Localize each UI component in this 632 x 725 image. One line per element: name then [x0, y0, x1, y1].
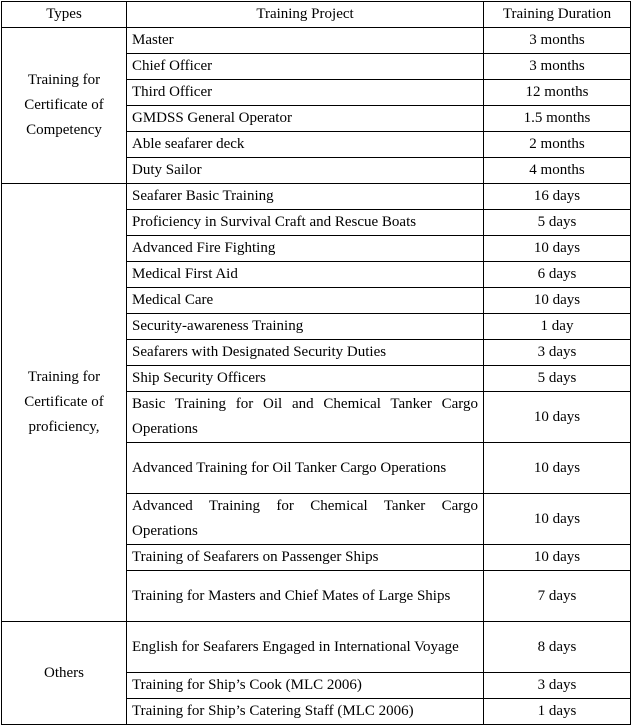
duration-cell: 10 days [484, 392, 631, 443]
header-project: Training Project [127, 2, 484, 28]
duration-cell: 3 months [484, 28, 631, 54]
project-cell: Master [127, 28, 484, 54]
duration-cell: 6 days [484, 262, 631, 288]
header-duration: Training Duration [484, 2, 631, 28]
project-cell: Seafarers with Designated Security Duties [127, 340, 484, 366]
project-cell: Basic Training for Oil and Chemical Tanker Cargo Operations [127, 392, 484, 443]
training-table [1, 1, 631, 725]
duration-cell: 16 days [484, 184, 631, 210]
project-cell: Advanced Training for Chemical Tanker Cargo Operations [127, 494, 484, 545]
duration-cell: 10 days [484, 288, 631, 314]
project-cell: Chief Officer [127, 54, 484, 80]
project-cell: Advanced Training for Oil Tanker Cargo Operations [127, 443, 484, 494]
table-row [2, 184, 631, 210]
project-cell: Security-awareness Training [127, 314, 484, 340]
project-cell: Advanced Fire Fighting [127, 236, 484, 262]
duration-cell: 10 days [484, 443, 631, 494]
project-cell: Proficiency in Survival Craft and Rescue Boats [127, 210, 484, 236]
project-cell: Medical First Aid [127, 262, 484, 288]
duration-cell: 7 days [484, 571, 631, 622]
duration-cell: 10 days [484, 545, 631, 571]
project-cell: Able seafarer deck [127, 132, 484, 158]
duration-cell: 5 days [484, 210, 631, 236]
duration-cell: 3 days [484, 673, 631, 699]
project-cell: Ship Security Officers [127, 366, 484, 392]
project-cell: Training for Ship’s Cook (MLC 2006) [127, 673, 484, 699]
duration-cell: 10 days [484, 494, 631, 545]
duration-cell: 12 months [484, 80, 631, 106]
header-types: Types [2, 2, 127, 28]
project-cell: Training for Ship’s Catering Staff (MLC 2006) [127, 699, 484, 725]
type-cell-competency: Training for Certificate of Competency [2, 28, 127, 184]
duration-cell: 10 days [484, 236, 631, 262]
duration-cell: 1.5 months [484, 106, 631, 132]
duration-cell: 8 days [484, 622, 631, 673]
duration-cell: 3 months [484, 54, 631, 80]
project-cell: Medical Care [127, 288, 484, 314]
project-cell: Training for Masters and Chief Mates of Large Ships [127, 571, 484, 622]
project-cell: Duty Sailor [127, 158, 484, 184]
header-row [2, 2, 631, 28]
type-cell-proficiency: Training for Certificate of proficiency, [2, 184, 127, 622]
duration-cell: 1 day [484, 314, 631, 340]
project-cell: Seafarer Basic Training [127, 184, 484, 210]
project-cell: English for Seafarers Engaged in International Voyage [127, 622, 484, 673]
table-row [2, 622, 631, 673]
project-cell: GMDSS General Operator [127, 106, 484, 132]
duration-cell: 4 months [484, 158, 631, 184]
type-cell-others: Others [2, 622, 127, 725]
duration-cell: 3 days [484, 340, 631, 366]
duration-cell: 1 days [484, 699, 631, 725]
table-row [2, 28, 631, 54]
duration-cell: 5 days [484, 366, 631, 392]
project-cell: Training of Seafarers on Passenger Ships [127, 545, 484, 571]
duration-cell: 2 months [484, 132, 631, 158]
project-cell: Third Officer [127, 80, 484, 106]
